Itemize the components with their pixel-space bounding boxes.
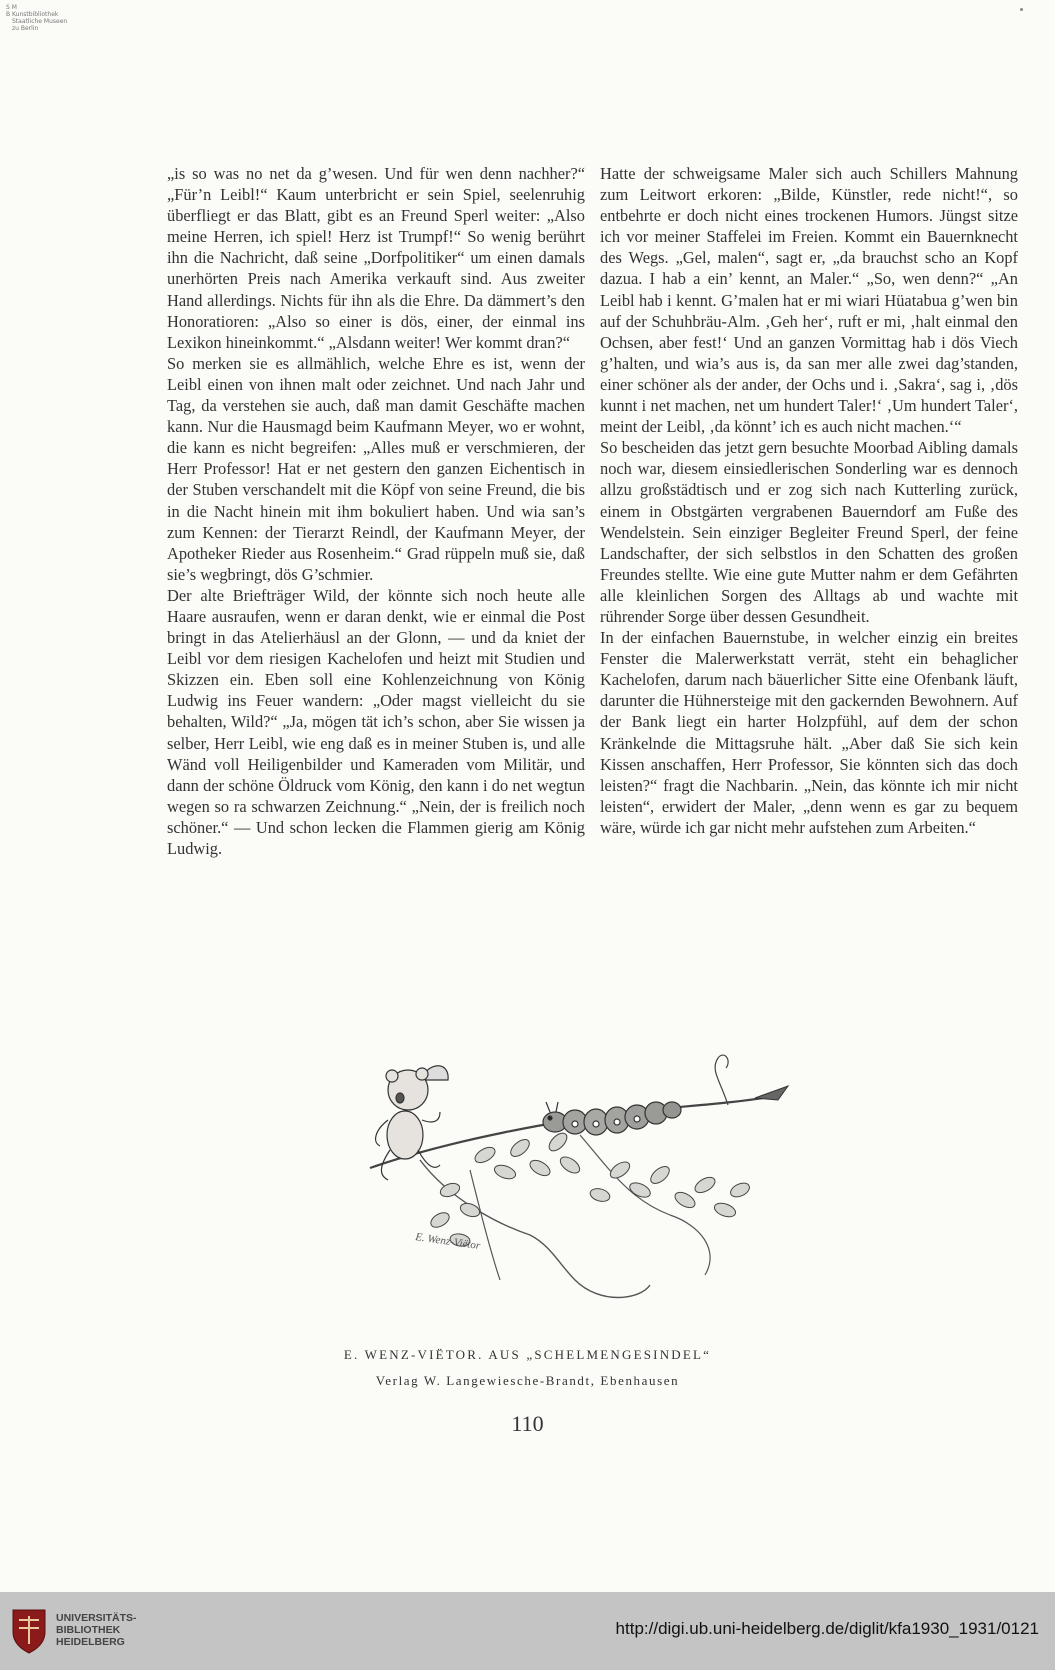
- leaf: [692, 1174, 717, 1195]
- leaf: [713, 1201, 738, 1220]
- corner-mark: [1020, 8, 1023, 11]
- vine: [470, 1170, 500, 1280]
- leaf: [508, 1136, 533, 1159]
- figure-caption-publisher: Verlag W. Langewiesche-Brandt, Ebenhausen: [375, 1373, 680, 1388]
- vine: [420, 1160, 650, 1298]
- leaf: [672, 1189, 697, 1210]
- figure-caption-title: E. WENZ-VIËTOR. AUS „SCHELMENGESINDEL“: [343, 1347, 712, 1362]
- caterpillar: [543, 1102, 681, 1135]
- tendril: [715, 1055, 728, 1105]
- leaf: [648, 1163, 673, 1186]
- leaf: [472, 1144, 497, 1165]
- stamp-line: Staatliche Museen: [12, 18, 68, 25]
- stamp-line: S M: [6, 4, 17, 11]
- library-name-line: UNIVERSITÄTS-: [56, 1612, 137, 1624]
- stamp-line: zu Berlin: [12, 25, 39, 32]
- leaf: [608, 1159, 633, 1181]
- library-name-line: HEIDELBERG: [56, 1636, 125, 1648]
- university-shield-icon: [11, 1608, 47, 1654]
- leaf: [589, 1187, 611, 1204]
- left-column: [167, 163, 585, 859]
- page-number: 110: [511, 1411, 544, 1436]
- leaf: [527, 1157, 552, 1178]
- leaf: [546, 1130, 570, 1154]
- paragraph: Hatte der schweigsame Maler sich auch Schillers Mahnung zum Leitwort erkoren: „Bilde, Künstler, rede nicht!“, so entbehrte er doch nicht eines trockenen Humors. Jüngst sitze ich vor meiner Staffelei im Freien. Kommt ein Bauernknecht des Wegs. „Gel, malen“, sagt er, „da brauchst scho an Kopf dazua. I hab a ein’ kennt, an Maler.“ „So, wen denn?“ „An Leibl hab i kennt. G’malen hat er mi wiari Hüatabua g’wen bin auf der Schuhbräu-Alm. ‚Geh her‘, ruft er mi, ‚halt einmal den Ochsen, aber fest!‘ Und an ganzen Vormittag hab i dös Viech g’halten, und wia’s aus is, da san mer alle zwei dag’standen, einer schöner als der ander, der Ochs und i. ‚Sakra‘, sag i, ‚dös kunnt i net machen, net um hundert Taler!‘ ‚Um hundert Taler‘, meint der Leibl, ‚da könnt’ ich es auch nicht machen.‘“: [600, 164, 1018, 437]
- paragraph: „is so was no net da g’wesen. Und für wen denn nachher?“ „Für’n Leibl!“ Kaum unterbricht er sein Spiel, seelenruhig überfliegt er das Blatt, gibt es an Freund Sperl weiter: „Also meine Herren, ich spiel! Herz ist Trumpf!“ So wenig berührt ihn die Nachricht, daß seine „Dorfpolitiker“ um einen damals unerhörten Preis nach Amerika verkauft sind. Aus zweiter Hand allerdings. Nichts für ihn als die Ehre. Da dämmert’s den Honoratioren: „Also so einer is dös, einer, der einmal ins Lexikon hineinkommt.“ „Alsdann weiter! Wer kommt dran?“: [167, 164, 585, 352]
- paragraph: In der einfachen Bauernstube, in welcher einzig ein breites Fenster die Malerwerkstatt verrät, steht ein behaglicher Kachelofen, darum nach bäuerlicher Sitte eine Ofenbank läuft, darunter die Hühnersteige mit den gackernden Bewohnern. Auf der Bank liegt ein harter Holzpfühl, auf dem der schon Kränkelnde die Mittagsruhe hält. „Aber daß Sie sich kein Kissen anschaffen, Herr Professor, Sie könnten sich das doch leisten?“ fragt die Nachbarin. „Nein, das könnte ich mir nicht leisten“, erwidert der Maler, „denn wenn es gar zu bequem wäre, würde ich gar nicht mehr aufstehen zum Arbeiten.“: [600, 628, 1018, 837]
- library-logo-text: [56, 1612, 137, 1648]
- library-stamp: [6, 4, 126, 32]
- leaf: [627, 1180, 652, 1200]
- right-column: [600, 163, 1018, 838]
- leaf: [428, 1210, 451, 1230]
- illustration-elf-and-caterpillar: [300, 1050, 810, 1320]
- leaf: [728, 1180, 751, 1199]
- leaf: [493, 1163, 518, 1182]
- permalink-url[interactable]: http://digi.ub.uni-heidelberg.de/diglit/kfa1930_1931/0121: [615, 1619, 1039, 1638]
- library-name-line: BIBLIOTHEK: [56, 1624, 121, 1636]
- branch-tip: [755, 1086, 788, 1100]
- paragraph: So bescheiden das jetzt gern besuchte Moorbad Aibling damals noch war, diesem einsiedlerischen Sonderling war es dennoch allzu großstädtisch und er zog sich nach Kutterling zurück, einem in Obstgärten vergrabenen Bauerndorf am Fuße des Wendelstein. Sein einziger Begleiter Freund Sperl, der feine Landschafter, der sich selbstlos in den Schatten des großen Freundes stellte. Wie eine gute Mutter nahm er dem Gefährten alle kleinlichen Sorgen des Alltags ab und wachte mit rührender Sorge über dessen Gesundheit.: [600, 438, 1018, 626]
- leaf: [558, 1154, 583, 1176]
- paragraph: Der alte Briefträger Wild, der könnte sich noch heute alle Haare ausraufen, wenn er daran denkt, wie er einmal die Post bringt in das Atelierhäusl an der Glonn, — und da kniet der Leibl vor dem riesigen Kachelofen und heizt mit Studien und Skizzen ein. Eben soll eine Kohlenzeichnung von König Ludwig ins Feuer wandern: „Oder magst vielleicht du sie behalten, Wild?“ „Ja, mögen tät ich’s schon, aber Sie wissen ja selber, Herr Leibl, wie eng daß es in meiner Stuben is, und alle Wänd voll Heiligenbilder und Kameraden vom Militär, und dann der schöne Öldruck vom König, den kann i do net wegtun wegen so ra schwarzen Zeichnung.“ „Nein, der is freilich noch schöner.“ — Und schon lecken die Flammen gierig am König Ludwig.: [167, 585, 585, 858]
- artist-signature: E. Wenz-Viëtor: [414, 1231, 482, 1253]
- paragraph: So merken sie es allmählich, welche Ehre es ist, wenn der Leibl einen von ihnen malt oder zeichnet. Und nach Jahr und Tag, da verstehen sie auch, daß man damit Geschäfte machen kann. Nur die Hausmagd beim Kaufmann Meyer, wo er wohnt, die kann es nicht begreifen: „Alles muß er verschmieren, der Herr Professor! Hat er net gestern den ganzen Eichentisch in der Stuben verschandelt mit die Köpf von seine Freund, die bis in die Nacht hinein mit ihm bokuliert haben. Und wia san’s zum Kennen: der Tierarzt Reindl, der Kaufmann Meyer, der Apotheker Rieder aus Rosenheim.“ Grad rüppeln muß sie, daß sie’s wegbringt, dös G’schmier.: [167, 353, 585, 584]
- footer-bar: [0, 1592, 1055, 1670]
- stamp-line: B Kunstbibliothek: [6, 11, 59, 18]
